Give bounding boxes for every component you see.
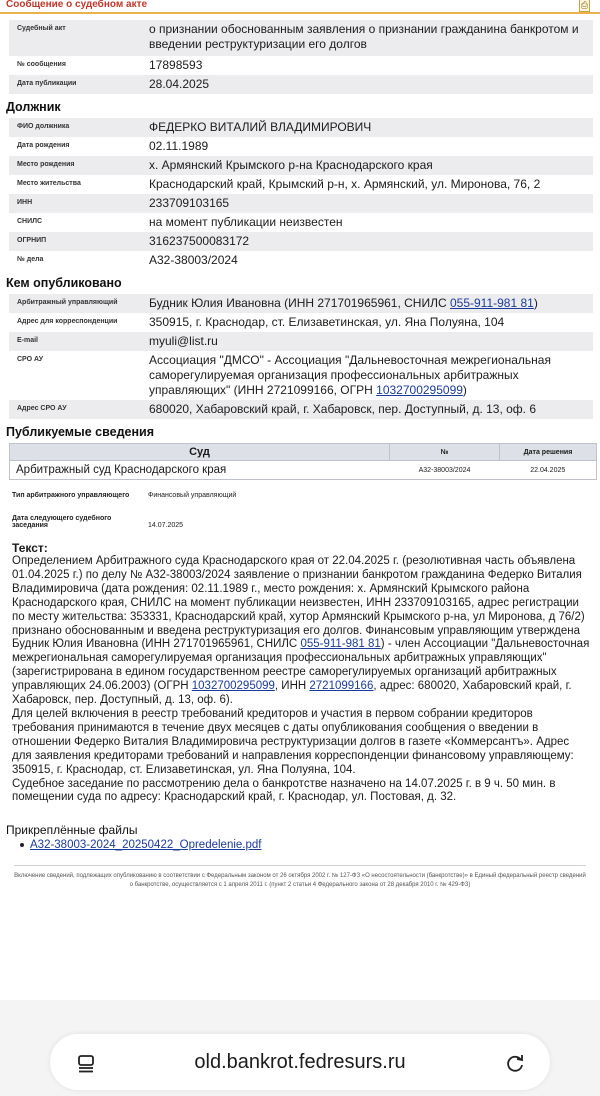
table-row: [9, 20, 593, 56]
field-label: Судебный акт: [9, 20, 145, 56]
text-inn-link[interactable]: 2721099166: [309, 680, 374, 693]
field-value: 28.04.2025: [145, 75, 593, 94]
field-label: СНИЛС: [17, 218, 43, 225]
manager-type-label: Тип арбитражного управляющего: [12, 492, 130, 499]
field-label: ФИО должника: [9, 118, 145, 137]
table-row: [9, 251, 593, 270]
field-label: Место рождения: [9, 156, 145, 175]
court-table: [9, 443, 597, 480]
table-row: [9, 194, 593, 213]
field-value: 02.11.1989: [149, 139, 209, 153]
field-value: 233709103165: [145, 194, 593, 213]
reload-icon[interactable]: [504, 1052, 526, 1074]
manager-text: Будник Юлия Ивановна (ИНН 271701965961, СНИЛС: [149, 296, 450, 310]
act-table: [9, 20, 593, 94]
column-header-date: Дата решения: [500, 444, 597, 461]
text-fragment: , ИНН: [274, 680, 310, 693]
table-row: [9, 294, 593, 313]
table-row: [9, 313, 593, 332]
text-title: Текст:: [12, 541, 48, 555]
field-value: 350915, г. Краснодар, ст. Елизаветинская, ул. Яна Полуяна, 104: [149, 315, 505, 329]
field-label: ИНН: [9, 194, 145, 213]
table-row: [9, 351, 593, 400]
manager-type-row: [12, 492, 600, 499]
sro-close: ): [462, 383, 467, 397]
field-label: Адрес для корреспонденции: [17, 318, 118, 325]
table-row: [9, 56, 593, 75]
table-row: [9, 400, 593, 419]
footer-note: Включение сведений, подлежащих опубликованию в соответствии с Федеральным законом от 26 октября 2002 г. № 127-ФЗ «О несостоятельности (банкротстве)» в Единый федеральный реестр сведений о банкротстве, осуществляется с 1 апреля 2011 г. (пункт 2 статьи 4 Федерального закона от 28 декабря 2010 г. № 429-ФЗ): [14, 865, 586, 890]
next-hearing-value: 14.07.2025: [148, 522, 184, 529]
section-title-debtor: Должник: [6, 100, 61, 114]
manager-close: ): [533, 296, 538, 310]
case-number-cell: А32-38003/2024: [390, 461, 500, 480]
field-label: Адрес СРО АУ: [9, 400, 145, 419]
table-row: [9, 156, 593, 175]
print-icon[interactable]: ⎙: [580, 0, 589, 10]
field-label: Дата публикации: [9, 75, 145, 94]
field-value: о признании обоснованным заявления о признании гражданина банкротом и введении реструктуризации его долгов: [145, 20, 593, 56]
field-label: СРО АУ: [17, 356, 44, 363]
field-value: [145, 351, 593, 400]
page-header: [0, 0, 600, 14]
list-item: [20, 839, 600, 851]
sro-text: Ассоциация "ДМСО" - Ассоциация "Дальневосточная межрегиональная саморегулируемая организация профессиональных арбитражных управляющих" (ИНН 2721099166, ОГРН: [149, 353, 551, 397]
text-paragraph: [12, 555, 590, 708]
column-header-number: №: [390, 444, 500, 461]
field-label: № сообщения: [17, 61, 66, 68]
next-hearing-row: [12, 515, 600, 529]
field-value: 316237500083172: [145, 232, 593, 251]
table-row: [9, 232, 593, 251]
next-hearing-label: Дата следующего судебного заседания: [12, 515, 112, 529]
column-header-court: Суд: [10, 444, 390, 461]
table-row: [10, 461, 597, 480]
message-text: [12, 555, 590, 805]
text-fragment: Определением Арбитражного суда Краснодарского края от 22.04.2025 г. (резолютивная часть объявлена 01.04.2025 г.) по делу № А32-38003/2024 заявление о признании банкротом гражданина Федерко Виталия Владимировича (дата рождения: 02.11.1989 г., место рождения: х. Армянский Крымского района Краснодарского края, СНИЛС на момент публикации неизвестен, ИНН 233709103165, адрес регистрации по месту жительства: 353331, Краснодарский край, хутор Армянский Крымского р-на, ул Миронова, д 76/2) признано обоснованным и введена реструктуризация его долгов. Финансовым управляющим утверждена Будник Юлия Ивановна (ИНН 271701965961, СНИЛС: [12, 555, 585, 651]
section-title-published: Публикуемые сведения: [6, 425, 154, 439]
file-link[interactable]: А32-38003-2024_20250422_Opredelenie.pdf: [30, 839, 262, 852]
text-paragraph: Судебное заседание по рассмотрению дела о банкротстве назначено на 14.07.2025 г. в 9 ч. 50 мин. в помещении суда по адресу: Краснодарский край, г. Краснодар, ул. Постовая, д. 32.: [12, 777, 556, 804]
table-row: [9, 175, 593, 194]
field-value: х. Армянский Крымского р-на Краснодарского края: [145, 156, 593, 175]
publisher-table: [9, 294, 593, 419]
field-label: Место жительства: [17, 180, 81, 187]
table-row: [9, 213, 593, 232]
court-cell: Арбитражный суд Краснодарского края: [10, 461, 390, 480]
browser-bottom-bar: [0, 1000, 600, 1096]
url-text[interactable]: old.bankrot.fedresurs.ru: [194, 1051, 406, 1073]
field-label: ОГРНИП: [9, 232, 145, 251]
text-paragraph: Для целей включения в реестр требований кредиторов и участия в первом собрании кредиторов требования принимаются в течение двух месяцев с даты опубликования сообщения о введении в отношении Федерко Виталия Владимировича реструктуризации долгов в газете «Коммерсантъ». Адрес для заявления кредиторами требований и направления корреспонденции финансовому управляющему: 350915, г. Краснодар, ст. Елизаветинская, ул. Яна Полуяна, 104.: [12, 707, 574, 776]
table-row: [9, 118, 593, 137]
attached-files-list: [20, 839, 600, 851]
field-label: Арбитражный управляющий: [9, 294, 145, 313]
text-snils-link[interactable]: 055-911-981 81: [300, 638, 381, 651]
field-label: Дата рождения: [17, 142, 70, 149]
field-value: 680020, Хабаровский край, г. Хабаровск, пер. Доступный, д. 13, оф. 6: [145, 400, 593, 419]
attached-files-title: Прикреплённые файлы: [6, 823, 138, 838]
manager-type-value: Финансовый управляющий: [148, 492, 237, 499]
field-value: на момент публикации неизвестен: [149, 215, 343, 229]
field-value: ФЕДЕРКО ВИТАЛИЙ ВЛАДИМИРОВИЧ: [145, 118, 593, 137]
field-value: 17898593: [149, 58, 203, 72]
text-fragment: ) - член Ассоциации "Дальневосточная межрегиональная саморегулируемая организация профессиональных арбитражных управляющих" (зарегистрирована в едином государственном реестре саморегулируемых организаций арбитражных управляющих 24.06.2003) (ОГРН: [12, 638, 590, 693]
address-bar[interactable]: [50, 1034, 550, 1090]
field-value: myuli@list.ru: [145, 332, 593, 351]
sro-ogrn-link[interactable]: 1032700295099: [376, 383, 463, 397]
text-fragment: , адрес: 680020, Хабаровский край, г. Хабаровск, пер. Доступный, д. 13, оф. 6).: [12, 680, 572, 707]
field-value: [145, 294, 593, 313]
table-row: [9, 332, 593, 351]
table-row: [9, 137, 593, 156]
debtor-table: [9, 118, 593, 270]
field-label: E-mail: [9, 332, 145, 351]
field-value: Краснодарский край, Крымский р-н, х. Армянский, ул. Миронова, 76, 2: [149, 177, 541, 191]
table-header-row: [10, 444, 597, 461]
manager-snils-link[interactable]: 055-911-981 81: [449, 296, 534, 310]
text-ogrn-link[interactable]: 1032700295099: [191, 680, 275, 693]
decision-date-cell: 22.04.2025: [500, 461, 597, 480]
bullet-icon: [20, 843, 24, 847]
section-title-publisher: Кем опубликовано: [6, 276, 122, 290]
table-row: [9, 75, 593, 94]
field-value: А32-38003/2024: [149, 253, 238, 267]
page-title: Сообщение о судебном акте: [6, 0, 148, 10]
field-label: № дела: [17, 256, 44, 263]
